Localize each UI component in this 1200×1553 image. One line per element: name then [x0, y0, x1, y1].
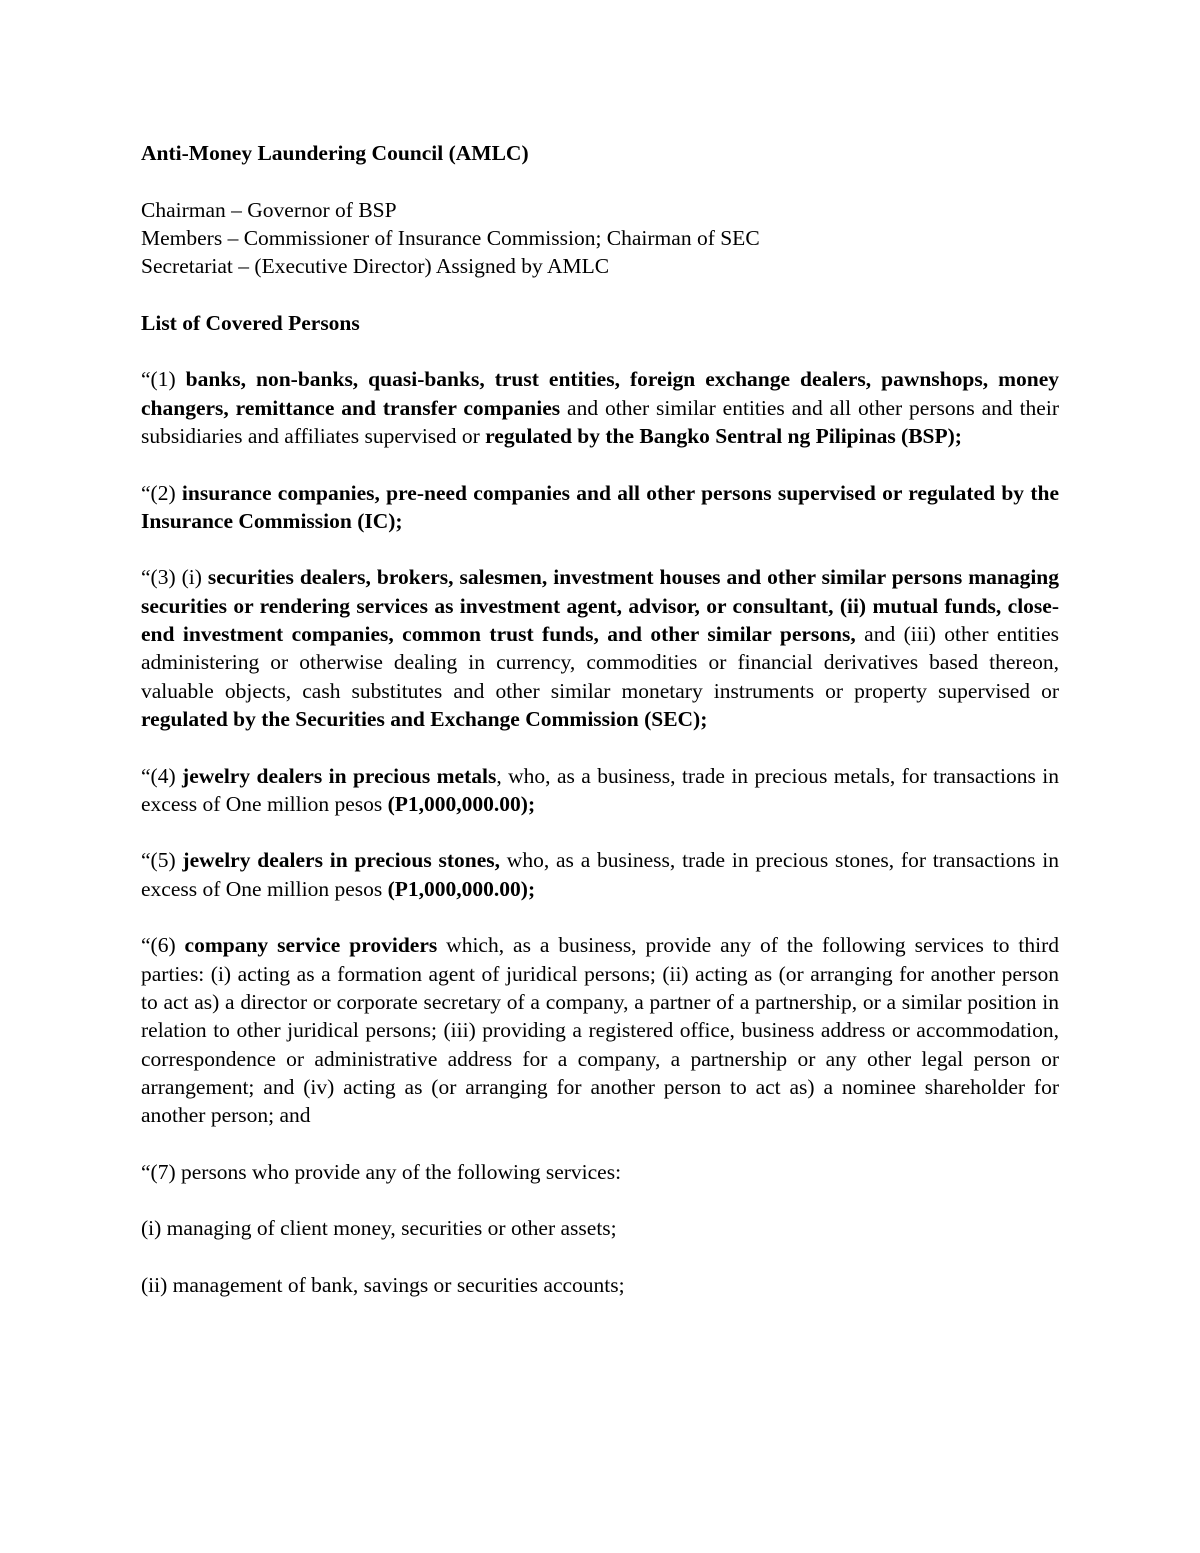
- item-bold-text: banks, non-banks, quasi-banks, trust entities, foreign exchange dealers, pawnshops, money changers, remittance and transfer companies: [141, 367, 1059, 420]
- item-regulator: regulated by the Securities and Exchange Commission (SEC);: [141, 706, 708, 731]
- item-number: “(1): [141, 367, 186, 392]
- covered-item-4: [141, 762, 1059, 819]
- covered-item-1: [141, 365, 1059, 450]
- covered-item-6: [141, 931, 1059, 1129]
- item-text: , who, as a business, trade in precious metals, for transactions in excess of One million pesos: [141, 763, 1059, 816]
- item-regulator: regulated by the Bangko Sentral ng Pilipinas (BSP);: [485, 423, 962, 448]
- item-bold-text: jewelry dealers in precious stones,: [182, 848, 501, 873]
- item-bold-text: jewelry dealers in precious metals: [182, 763, 497, 788]
- item-number: “(2): [141, 480, 182, 505]
- item-text: and other similar entities and all other persons and their subsidiaries and affiliates supervised or: [141, 395, 1059, 448]
- item-amount: (P1,000,000.00);: [387, 876, 536, 901]
- item-number: “(4): [141, 763, 183, 788]
- item-text: and (iii) other entities administering or otherwise dealing in currency, commodities or financial derivatives based thereon, valuable objects, cash substitutes and other similar monetary instruments or property supervised or: [141, 622, 1059, 703]
- item-number: “(3) (i): [141, 565, 208, 590]
- covered-item-7: “(7) persons who provide any of the following services:: [141, 1159, 622, 1184]
- covered-item-7-ii: (ii) management of bank, savings or securities accounts;: [141, 1272, 625, 1297]
- covered-persons-heading: List of Covered Persons: [141, 310, 360, 335]
- covered-item-2: [141, 479, 1059, 536]
- item-bold-text: securities dealers, brokers, salesmen, investment houses and other similar persons managing securities or rendering services as investment agent, advisor, or consultant, (ii) mutual funds, close-end investment companies, common trust funds, and other similar persons,: [141, 565, 1060, 647]
- secretariat-line: Secretariat – (Executive Director) Assigned by AMLC: [141, 254, 610, 279]
- covered-item-7-i: (i) managing of client money, securities or other assets;: [141, 1216, 617, 1241]
- chairman-line: Chairman – Governor of BSP: [141, 197, 397, 222]
- covered-item-5: [141, 846, 1059, 903]
- item-text: who, as a business, trade in precious stones, for transactions in excess of One million pesos: [141, 848, 1059, 901]
- item-amount: (P1,000,000.00);: [387, 791, 536, 816]
- item-bold-text: company service providers: [184, 933, 438, 958]
- covered-item-3: [141, 563, 1059, 733]
- document-title: Anti-Money Laundering Council (AMLC): [141, 141, 529, 165]
- item-number: “(6): [141, 933, 185, 958]
- item-text: which, as a business, provide any of the following services to third parties: (i) acting as a formation agent of juridical persons; (ii) acting as (or arranging for another person to act as) a director or corporate secretary of a company, a partner of a partnership, or a similar position in relation to other juridical persons; (iii) providing a registered office, business address or accommodation, correspondence or administrative address for a company, a partnership or any other legal person or arrangement; and (iv) acting as (or arranging for another person to act as) a nominee shareholder for another person; and: [141, 933, 1059, 1128]
- item-number: “(5): [141, 848, 183, 873]
- members-line: Members – Commissioner of Insurance Commission; Chairman of SEC: [141, 225, 760, 250]
- document-page: [141, 139, 1059, 1299]
- item-bold-text: insurance companies, pre-need companies and all other persons supervised or regulated by the Insurance Commission (IC);: [141, 480, 1059, 533]
